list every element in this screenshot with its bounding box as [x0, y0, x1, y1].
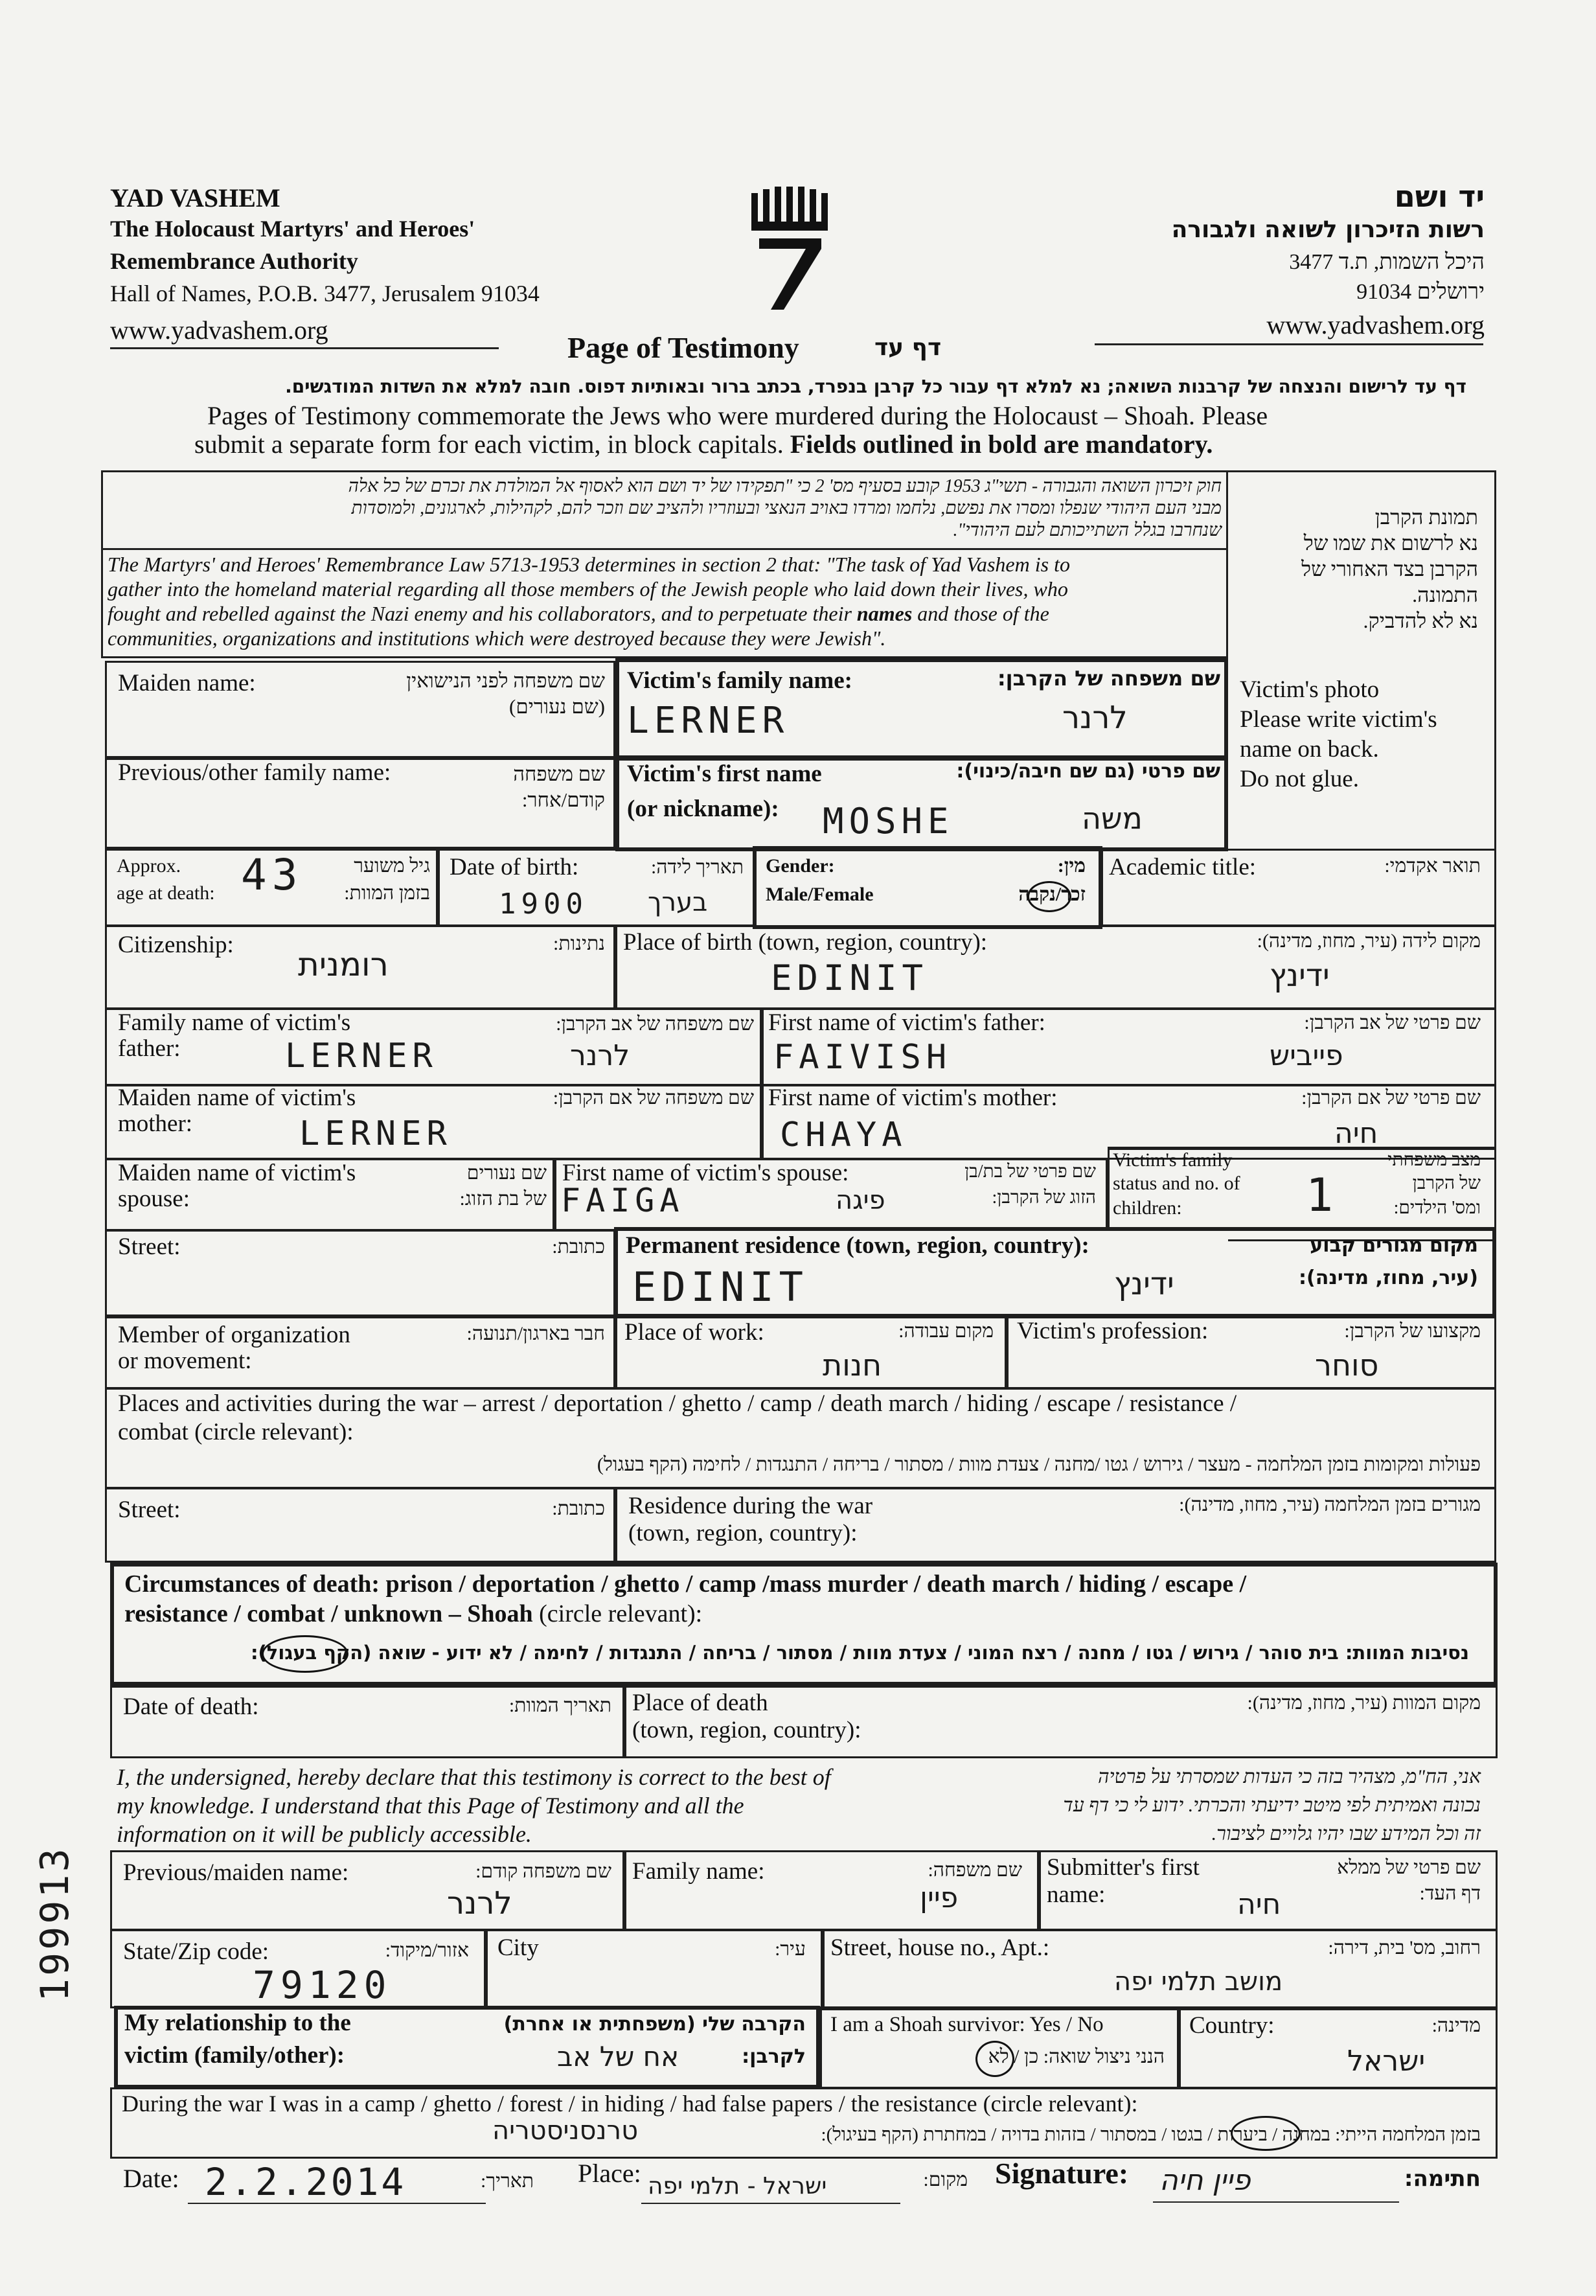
zip-he: אזור/מיקוד:	[385, 1940, 469, 1961]
death-place-he: מקום המוות (עיר, מחוז, מדינה):	[1247, 1692, 1481, 1714]
instructions-he: דף עד לרישום והנצחה של קרבנות השואה; נא למלא דף עבור כל קרבן בנפרד, בכתב ברור ובאותיות דפוס. חובה למלא את השדות המודגשים.	[285, 376, 1466, 397]
law-en-3a: fought and rebelled against the Nazi enemy and his collaborators, and to perpetuate their	[108, 602, 857, 625]
maiden-name-he: שם משפחה לפני הנישואין	[406, 669, 605, 692]
relationship-value-he[interactable]: אח של אב	[557, 2041, 679, 2072]
birthplace-he: מקום לידה (עיר, מחוז, מדינה):	[1257, 930, 1481, 952]
instructions-en-2: submit a separate form for each victim, in block capitals.	[194, 430, 784, 459]
dob-value-he[interactable]: בערך	[648, 888, 708, 917]
during-war-label: During the war I was in a camp / ghetto / forest / in hiding / had false papers / the resistance (circle relevant):	[122, 2091, 1138, 2117]
country-label: Country:	[1189, 2012, 1275, 2039]
submitter-prev-value-he[interactable]: לרנר	[447, 1885, 512, 1922]
residence-value-he[interactable]: ידינץ	[1114, 1266, 1174, 1302]
mother-maiden-label: Maiden name of victim's	[118, 1085, 356, 1111]
spouse-first-value[interactable]: FAIGA	[561, 1182, 685, 1219]
spouse-first-value-he[interactable]: פיגה	[836, 1186, 885, 1215]
signature-line	[1153, 2201, 1399, 2203]
declaration-en-1: I, the undersigned, hereby declare that this testimony is correct to the best of	[117, 1764, 831, 1790]
father-family-value-he[interactable]: לרנר	[570, 1039, 630, 1072]
war-places-label-1: Places and activities during the war – arrest / deportation / ghetto / camp / death march / hiding / escape / resistance /	[118, 1390, 1237, 1417]
submitter-prev-label: Previous/maiden name:	[123, 1859, 349, 1886]
law-he-1: חוק זיכרון השואה והגבורה - תשי"ג 1953 קובע בסעיף מס' 2 כי "תפקידו של יד ושם הוא לאסוף אל המולדת את זכרם של כל אלה	[348, 476, 1222, 496]
law-en-3b: names	[856, 602, 913, 625]
circumstances-he: נסיבות המוות: בית סוהר / גירוש / גטו / מחנה / רצח המוני / צעדת מוות / מסתור / בריחה / התנגדות / לחימה / לא ידוע - שואה (הקף בעגול):	[250, 1642, 1469, 1664]
mother-first-he: שם פרטי של אם הקרבן:	[1301, 1087, 1481, 1108]
father-family-label-2: father:	[118, 1035, 181, 1062]
date-value[interactable]: 2.2.2014	[205, 2160, 407, 2204]
org-name-he: יד ושם	[1394, 179, 1485, 214]
gender-options[interactable]: Male/Female	[766, 884, 874, 905]
father-first-value-he[interactable]: פייביש	[1270, 1039, 1343, 1072]
death-place-label: Place of death	[632, 1690, 768, 1716]
citizenship-he: נתינות:	[553, 933, 605, 954]
law-en-3c: and those of the	[912, 602, 1049, 625]
citizenship-value-he[interactable]: רומנית	[298, 946, 389, 983]
header-underline-right	[1095, 343, 1483, 345]
law-en-2: gather into the homeland material regarding all those members of the Jewish people who laid down their lives, who	[108, 577, 1068, 601]
law-he-3: שנחרבו בגלל השתייכותם לעם היהודי".	[953, 520, 1222, 540]
family-name-label: Victim's family name:	[627, 667, 852, 694]
photo-en-3: name on back.	[1240, 736, 1379, 763]
academic-label: Academic title:	[1109, 854, 1257, 880]
age-label: Approx.	[117, 855, 181, 877]
first-name-label: Victim's first name	[627, 761, 822, 787]
relationship-label-2: victim (family/other):	[124, 2042, 345, 2069]
family-name-value[interactable]: LERNER	[627, 700, 790, 742]
law-divider	[101, 548, 1228, 550]
family-status-label-3: children:	[1113, 1197, 1182, 1219]
residence-value[interactable]: EDINIT	[632, 1263, 808, 1311]
survivor-he[interactable]: הנני ניצול שואה: כן / לא	[988, 2046, 1165, 2067]
circumstances-label-2: resistance / combat / unknown – Shoah	[124, 1600, 533, 1627]
spouse-maiden-he-2: של בת הזוג:	[459, 1188, 547, 1210]
spouse-maiden-label: Maiden name of victim's	[118, 1160, 356, 1186]
place-label: Place:	[578, 2159, 641, 2188]
place-value-he[interactable]: ישראל - תלמי יפה	[648, 2173, 827, 2199]
during-war-camp-circle	[1231, 2116, 1301, 2151]
submitter-first-label: Submitter's first	[1047, 1854, 1200, 1881]
photo-he-2: נא לרשום את שמו של	[1303, 531, 1478, 555]
mother-first-value-he[interactable]: חיה	[1334, 1117, 1378, 1150]
residence-he: מקום מגורים קבוע	[1310, 1234, 1478, 1257]
member-he: חבר בארגון/תנועה:	[466, 1323, 605, 1344]
declaration-he-1: אני, הח"מ, מצהיר בזה כי העדות שמסרתי על פרטיה	[1098, 1766, 1481, 1787]
work-he: מקום עבודה:	[898, 1320, 994, 1342]
signature-value-he[interactable]: פיין חיה	[1159, 2164, 1251, 2197]
prev-family-he: שם משפחה	[513, 763, 605, 785]
street-he: כתובת:	[552, 1236, 605, 1257]
org-address-he-2: ירושלים 91034	[1356, 280, 1485, 304]
gender-he: מין:	[1057, 855, 1086, 877]
spouse-first-he: שם פרטי של בת/בן	[964, 1162, 1096, 1182]
submitter-street-value-he[interactable]: מושב תלמי יפה	[1114, 1967, 1283, 1997]
prev-family-label: Previous/other family name:	[118, 759, 391, 786]
war-residence-he: מגורים בזמן המלחמה (עיר, מחוז, מדינה):	[1179, 1494, 1481, 1515]
photo-en-1: Victim's photo	[1240, 676, 1380, 703]
circumstances-shoah-circle	[262, 1635, 348, 1673]
first-name-he: שם פרטי (גם שם חיבה/כינוי):	[956, 760, 1220, 783]
org-subtitle-2: Remembrance Authority	[110, 248, 358, 274]
dob-he: תאריך לידה:	[650, 856, 744, 878]
yad-vashem-logo	[745, 187, 836, 316]
academic-he: תואר אקדמי:	[1384, 855, 1481, 877]
instructions-en-1: Pages of Testimony commemorate the Jews who were murdered during the Holocaust – Shoah. Please	[207, 401, 1268, 430]
death-place-label-2: (town, region, country):	[632, 1717, 861, 1743]
declaration-he-2: נכונה ואמיתית לפי מיטב ידיעתי והכרתי. ידוע לי כי דף עד	[1063, 1795, 1481, 1816]
age-value[interactable]: 43	[241, 850, 303, 900]
war-residence-label-2: (town, region, country):	[628, 1520, 858, 1546]
spouse-maiden-label-2: spouse:	[118, 1186, 190, 1212]
gender-male-circle	[1027, 881, 1071, 912]
declaration-en-2: my knowledge. I understand that this Page of Testimony and all the	[117, 1793, 744, 1819]
city-he: עיר:	[775, 1938, 806, 1960]
photo-en-4: Do not glue.	[1240, 766, 1359, 792]
website-right[interactable]: www.yadvashem.org	[1266, 310, 1485, 339]
country-value-he[interactable]: ישראל	[1347, 2045, 1426, 2078]
spouse-maiden-he: שם נעורים	[466, 1162, 547, 1184]
family-name-value-he[interactable]: לרנר	[1062, 700, 1128, 736]
age-he-2: בזמן המוות:	[344, 882, 430, 904]
submitter-prev-he: שם משפחה קודם:	[475, 1861, 611, 1882]
photo-en-2: Please write victim's	[1240, 706, 1437, 733]
citizenship-label: Citizenship:	[118, 932, 234, 958]
age-he: גיל משוער	[354, 855, 430, 877]
mother-first-label: First name of victim's mother:	[768, 1085, 1058, 1111]
submitter-first-value-he[interactable]: חיה	[1237, 1888, 1281, 1921]
photo-he-1: תמונת הקרבן	[1374, 505, 1478, 529]
circumstances-label-2b: (circle relevant):	[539, 1600, 703, 1627]
family-status-label: Victim's family	[1113, 1149, 1233, 1171]
relationship-label: My relationship to the	[124, 2010, 351, 2036]
spouse-first-label: First name of victim's spouse:	[562, 1160, 849, 1186]
signature-he: חתימה:	[1404, 2166, 1481, 2192]
submitter-first-label-2: name:	[1047, 1881, 1106, 1908]
circumstances-label-1: Circumstances of death: prison / deportation / ghetto / camp /mass murder / death march / hiding / escape /	[124, 1570, 1247, 1598]
mother-maiden-label-2: mother:	[118, 1110, 193, 1137]
relationship-he: הקרבה שלי (משפחתית או אחרת)	[503, 2013, 806, 2036]
website-left[interactable]: www.yadvashem.org	[110, 316, 328, 345]
submitter-family-he: שם משפחה:	[928, 1859, 1022, 1881]
profession-value-he[interactable]: סוחר	[1315, 1348, 1379, 1383]
family-status-he-3: ומס' הילדים:	[1393, 1198, 1481, 1218]
form-title: Page of Testimony	[567, 331, 799, 364]
mother-maiden-he: שם משפחה של אם הקרבן:	[553, 1087, 754, 1108]
first-name-value[interactable]: MOSHE	[823, 801, 954, 842]
war-places-label-2: combat (circle relevant):	[118, 1419, 354, 1445]
prev-family-he-2: קודם/אחר:	[521, 788, 605, 811]
maiden-name-label: Maiden name:	[118, 670, 256, 696]
family-name-he: שם משפחה של הקרבן:	[997, 666, 1220, 691]
first-name-label-2: (or nickname):	[627, 796, 779, 822]
zip-value[interactable]: 79120	[253, 1963, 392, 2007]
father-family-he: שם משפחה של אב הקרבן:	[556, 1013, 754, 1035]
age-label-2: age at death:	[117, 882, 215, 904]
law-he-2: מבני העם היהודי שנפלו ומסרו את נפשם, נלחמו ומרדו באויב הנאצי ובעוזריו ולהציב שם וזכר להם, לקהילות, לארגונים, ולמוסדות	[351, 498, 1222, 518]
war-places-he: פעולות ומקומות בזמן המלחמה - מעצר / גירוש / גטו /מחנה / צעדת מוות / מסתור / בריחה / התנגדות / לחימה (הקף בעגול)	[597, 1454, 1481, 1475]
dob-value[interactable]: 1900	[499, 888, 588, 921]
mother-maiden-value[interactable]: LERNER	[299, 1114, 452, 1153]
profession-he: מקצועו של הקרבן:	[1344, 1320, 1481, 1342]
birthplace-value-he[interactable]: ידינץ	[1270, 958, 1330, 994]
children-value[interactable]: 1	[1306, 1169, 1339, 1222]
submitter-family-value-he[interactable]: פיין	[920, 1881, 959, 1914]
profession-label: Victim's profession:	[1017, 1318, 1209, 1344]
law-en-1: The Martyrs' and Heroes' Remembrance Law 5713-1953 determines in section 2 that: "The task of Yad Vashem is to	[108, 553, 1070, 576]
family-status-label-2: status and no. of	[1113, 1173, 1240, 1194]
during-war-he: בזמן המלחמה הייתי: במחנה / ביערות / בגטו / במסתור / בזהות בדויה / במחתרת (הקף בעיגול):	[821, 2124, 1481, 2145]
submitter-family-label: Family name:	[632, 1858, 765, 1885]
place-line	[641, 2203, 900, 2204]
mother-first-value[interactable]: CHAYA	[780, 1116, 907, 1154]
street-label: Street:	[118, 1234, 181, 1260]
member-label: Member of organization	[118, 1322, 350, 1348]
side-number: 199913	[32, 1846, 78, 2002]
declaration-he-3: זה וכל המידע שבו יהיו גלויים לציבור.	[1211, 1823, 1481, 1844]
header-underline-left	[110, 347, 499, 349]
country-he: מדינה:	[1431, 2015, 1481, 2036]
photo-he-4: התמונה.	[1412, 583, 1478, 606]
declaration-en-3: information on it will be publicly accessible.	[117, 1821, 532, 1847]
work-label: Place of work:	[624, 1319, 764, 1346]
during-war-value-he[interactable]: טרנסניסטריה	[492, 2116, 638, 2146]
father-family-label: Family name of victim's	[118, 1009, 351, 1036]
submitter-first-he-2: דף העד:	[1419, 1883, 1481, 1904]
instructions-en-bold: Fields outlined in bold are mandatory.	[790, 430, 1213, 459]
birthplace-value[interactable]: EDINIT	[771, 958, 929, 998]
death-date-he: תאריך המוות:	[508, 1695, 611, 1716]
birthplace-label: Place of birth (town, region, country):	[623, 929, 988, 956]
city-label: City	[497, 1934, 539, 1961]
org-address-en: Hall of Names, P.O.B. 3477, Jerusalem 91034	[110, 281, 540, 306]
org-address-he-1: היכל השמות, ת.ד 3477	[1289, 250, 1485, 274]
relationship-he-2: לקרבן:	[742, 2045, 806, 2068]
survivor-label[interactable]: I am a Shoah survivor: Yes / No	[830, 2013, 1104, 2036]
signature-label: Signature:	[995, 2157, 1129, 2190]
maiden-name-he-2: (שם נעורים)	[509, 695, 605, 718]
org-subtitle-1: The Holocaust Martyrs' and Heroes'	[110, 216, 475, 242]
place-he: מקום:	[923, 2169, 968, 2190]
date-line	[188, 2203, 486, 2204]
work-value-he[interactable]: חנות	[823, 1348, 882, 1383]
submitter-street-label: Street, house no., Apt.:	[830, 1934, 1050, 1961]
war-residence-label: Residence during the war	[628, 1493, 873, 1519]
photo-he-3: הקרבן בצד האחורי של	[1301, 557, 1478, 580]
gender-he-options[interactable]: זכר/נקבה	[1018, 884, 1086, 905]
residence-he-2: (עיר, מחוז, מדינה):	[1299, 1267, 1478, 1289]
street-field[interactable]	[105, 1230, 615, 1316]
submitter-street-he: רחוב, מס' בית, דירה:	[1328, 1937, 1481, 1958]
family-status-he-2: של הקרבן	[1412, 1173, 1481, 1193]
member-label-2: or movement:	[118, 1348, 252, 1374]
zip-label: State/Zip code:	[123, 1938, 269, 1965]
form-title-he: דף עד	[874, 334, 942, 361]
father-family-value[interactable]: LERNER	[285, 1037, 438, 1075]
org-subtitle-he: רשות הזיכרון לשואה ולגבורה	[1171, 216, 1485, 243]
father-first-label: First name of victim's father:	[768, 1009, 1045, 1036]
date-he: תאריך:	[481, 2170, 534, 2192]
org-name-en: YAD VASHEM	[110, 183, 280, 212]
submitter-first-he: שם פרטי של ממלא	[1337, 1857, 1481, 1878]
photo-he-5: נא לא להדביק.	[1363, 609, 1478, 632]
war-street-he: כתובת:	[552, 1498, 605, 1519]
spouse-first-he-2: הזוג של הקרבן:	[992, 1188, 1096, 1208]
gender-label: Gender:	[766, 855, 835, 877]
war-street-field[interactable]	[105, 1487, 615, 1563]
war-street-label: Street:	[118, 1497, 181, 1523]
survivor-no-circle	[975, 2041, 1014, 2077]
death-date-label: Date of death:	[123, 1693, 259, 1720]
dob-label: Date of birth:	[450, 854, 579, 880]
law-en-4: communities, organizations and institutions which were destroyed because they were Jewish".	[108, 626, 886, 650]
father-first-value[interactable]: FAIVISH	[773, 1038, 952, 1077]
father-first-he: שם פרטי של אב הקרבן:	[1304, 1012, 1481, 1033]
residence-label: Permanent residence (town, region, country):	[626, 1232, 1089, 1259]
family-status-he: מצב משפחתי	[1387, 1150, 1481, 1170]
first-name-value-he[interactable]: משה	[1082, 801, 1143, 836]
date-label: Date:	[123, 2164, 179, 2193]
